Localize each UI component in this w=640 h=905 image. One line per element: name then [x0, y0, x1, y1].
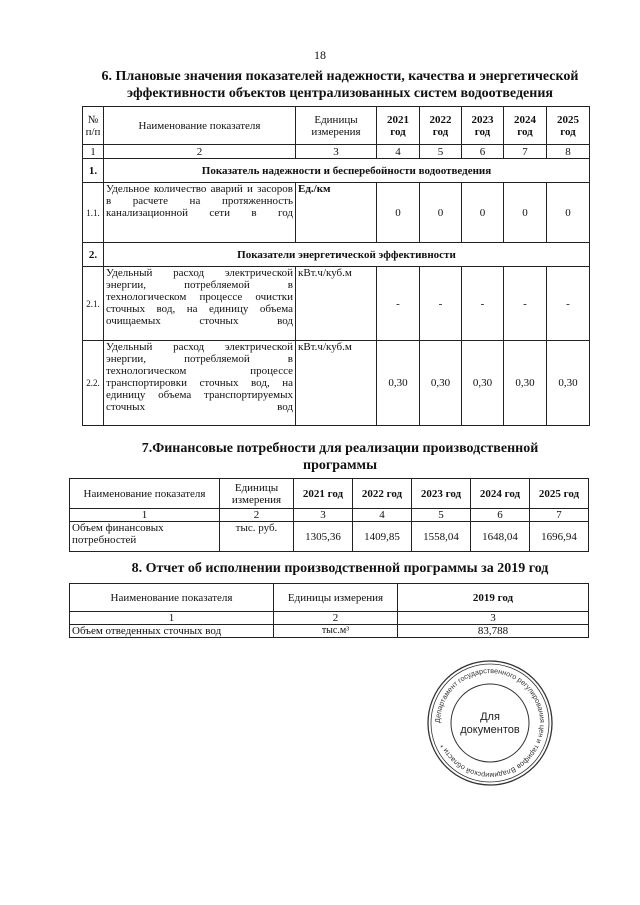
page-number: 18 — [314, 48, 326, 62]
row-num: 1.1. — [83, 183, 104, 243]
row-name: Удельный расход электрической энергии, потребляемой в технологическом процессе транспортировки сточных вод, на единицу объема транспортируемых сточных вод — [104, 341, 296, 426]
header-year: 2024 год — [471, 479, 530, 509]
group-num: 1. — [83, 159, 104, 183]
index-cell: 7 — [504, 145, 547, 159]
row-unit: кВт.ч/куб.м — [296, 341, 377, 426]
header-year: 2022 год — [353, 479, 412, 509]
header-num: № п/п — [83, 107, 104, 145]
section8-title: 8. Отчет об исполнении производственной программы за 2019 год — [131, 561, 549, 576]
row-value: 0 — [547, 183, 590, 243]
row-num: 2.2. — [83, 341, 104, 426]
stamp-center-line1: Для — [480, 711, 500, 723]
row-name: Объем отведенных сточных вод — [70, 625, 274, 638]
header-year: 2019 год — [398, 584, 589, 612]
row-value: 83,788 — [398, 625, 589, 638]
group-title: Показатели энергетической эффективности — [104, 243, 590, 267]
section7-table — [69, 478, 589, 552]
header-year: 2024 год — [504, 107, 547, 145]
header-year: 2023 год — [412, 479, 471, 509]
row-value: - — [420, 267, 462, 341]
row-name: Объем финансовых потребностей — [70, 522, 220, 552]
section8-table — [69, 583, 589, 638]
index-cell: 5 — [420, 145, 462, 159]
row-value: 0,30 — [420, 341, 462, 426]
row-value: 1558,04 — [412, 522, 471, 552]
index-cell: 1 — [70, 509, 220, 522]
row-num: 2.1. — [83, 267, 104, 341]
header-year: 2025 год — [547, 107, 590, 145]
index-cell: 2 — [274, 612, 398, 625]
stamp-center-line2: документов — [460, 724, 520, 736]
header-name: Наименование показателя — [70, 584, 274, 612]
row-value: - — [547, 267, 590, 341]
row-value: 1409,85 — [353, 522, 412, 552]
row-value: - — [504, 267, 547, 341]
header-unit: Единицы измерения — [274, 584, 398, 612]
row-value: - — [462, 267, 504, 341]
index-cell: 2 — [220, 509, 294, 522]
row-name: Удельный расход электрической энергии, потребляемой в технологическом процессе очистки сточных вод, на единицу объема очищаемых сточных вод — [104, 267, 296, 341]
index-cell: 3 — [294, 509, 353, 522]
row-unit: Ед./км — [296, 183, 377, 243]
row-unit: тыс. руб. — [220, 522, 294, 552]
row-value: 0 — [377, 183, 420, 243]
row-value: 0 — [420, 183, 462, 243]
row-name: Удельное количество аварий и засоров в расчете на протяженность канализационной сети в год — [104, 183, 296, 243]
index-cell: 4 — [377, 145, 420, 159]
header-year: 2021 год — [294, 479, 353, 509]
header-name: Наименование показателя — [70, 479, 220, 509]
stamp-ring-text — [433, 666, 547, 780]
index-cell: 2 — [104, 145, 296, 159]
row-value: 0 — [462, 183, 504, 243]
row-value: 0 — [504, 183, 547, 243]
row-unit: кВт.ч/куб.м — [296, 267, 377, 341]
stamp-ring-textpath: Департамент государственного регулирования цен и тарифов Владимирской области * — [432, 665, 548, 781]
index-cell: 1 — [83, 145, 104, 159]
row-value: 1305,36 — [294, 522, 353, 552]
index-cell: 7 — [530, 509, 589, 522]
group-num: 2. — [83, 243, 104, 267]
index-cell: 3 — [398, 612, 589, 625]
index-cell: 5 — [412, 509, 471, 522]
row-value: 0,30 — [504, 341, 547, 426]
index-cell: 6 — [471, 509, 530, 522]
group-title: Показатель надежности и бесперебойности водоотведения — [104, 159, 590, 183]
row-value: 0,30 — [547, 341, 590, 426]
index-cell: 3 — [296, 145, 377, 159]
row-value: 0,30 — [462, 341, 504, 426]
header-year: 2025 год — [530, 479, 589, 509]
section6-table — [82, 106, 590, 426]
header-year: 2021 год — [377, 107, 420, 145]
index-cell: 1 — [70, 612, 274, 625]
row-value: 1648,04 — [471, 522, 530, 552]
section6-title-line1: 6. Плановые значения показателей надежности, качества и энергетической — [101, 69, 579, 84]
header-year: 2022 год — [420, 107, 462, 145]
department-stamp — [425, 658, 555, 788]
header-year: 2023 год — [462, 107, 504, 145]
section7-title-line2: программы — [303, 458, 377, 473]
index-cell: 4 — [353, 509, 412, 522]
section6-title-line2: эффективности объектов централизованных систем водоотведения — [127, 86, 553, 101]
row-unit: тыс.м³ — [274, 625, 398, 638]
row-value: 1696,94 — [530, 522, 589, 552]
section7-title-line1: 7.Финансовые потребности для реализации производственной — [141, 441, 539, 456]
header-unit: Единицы измерения — [296, 107, 377, 145]
index-cell: 8 — [547, 145, 590, 159]
row-value: - — [377, 267, 420, 341]
header-name: Наименование показателя — [104, 107, 296, 145]
index-cell: 6 — [462, 145, 504, 159]
header-unit: Единицы измерения — [220, 479, 294, 509]
row-value: 0,30 — [377, 341, 420, 426]
